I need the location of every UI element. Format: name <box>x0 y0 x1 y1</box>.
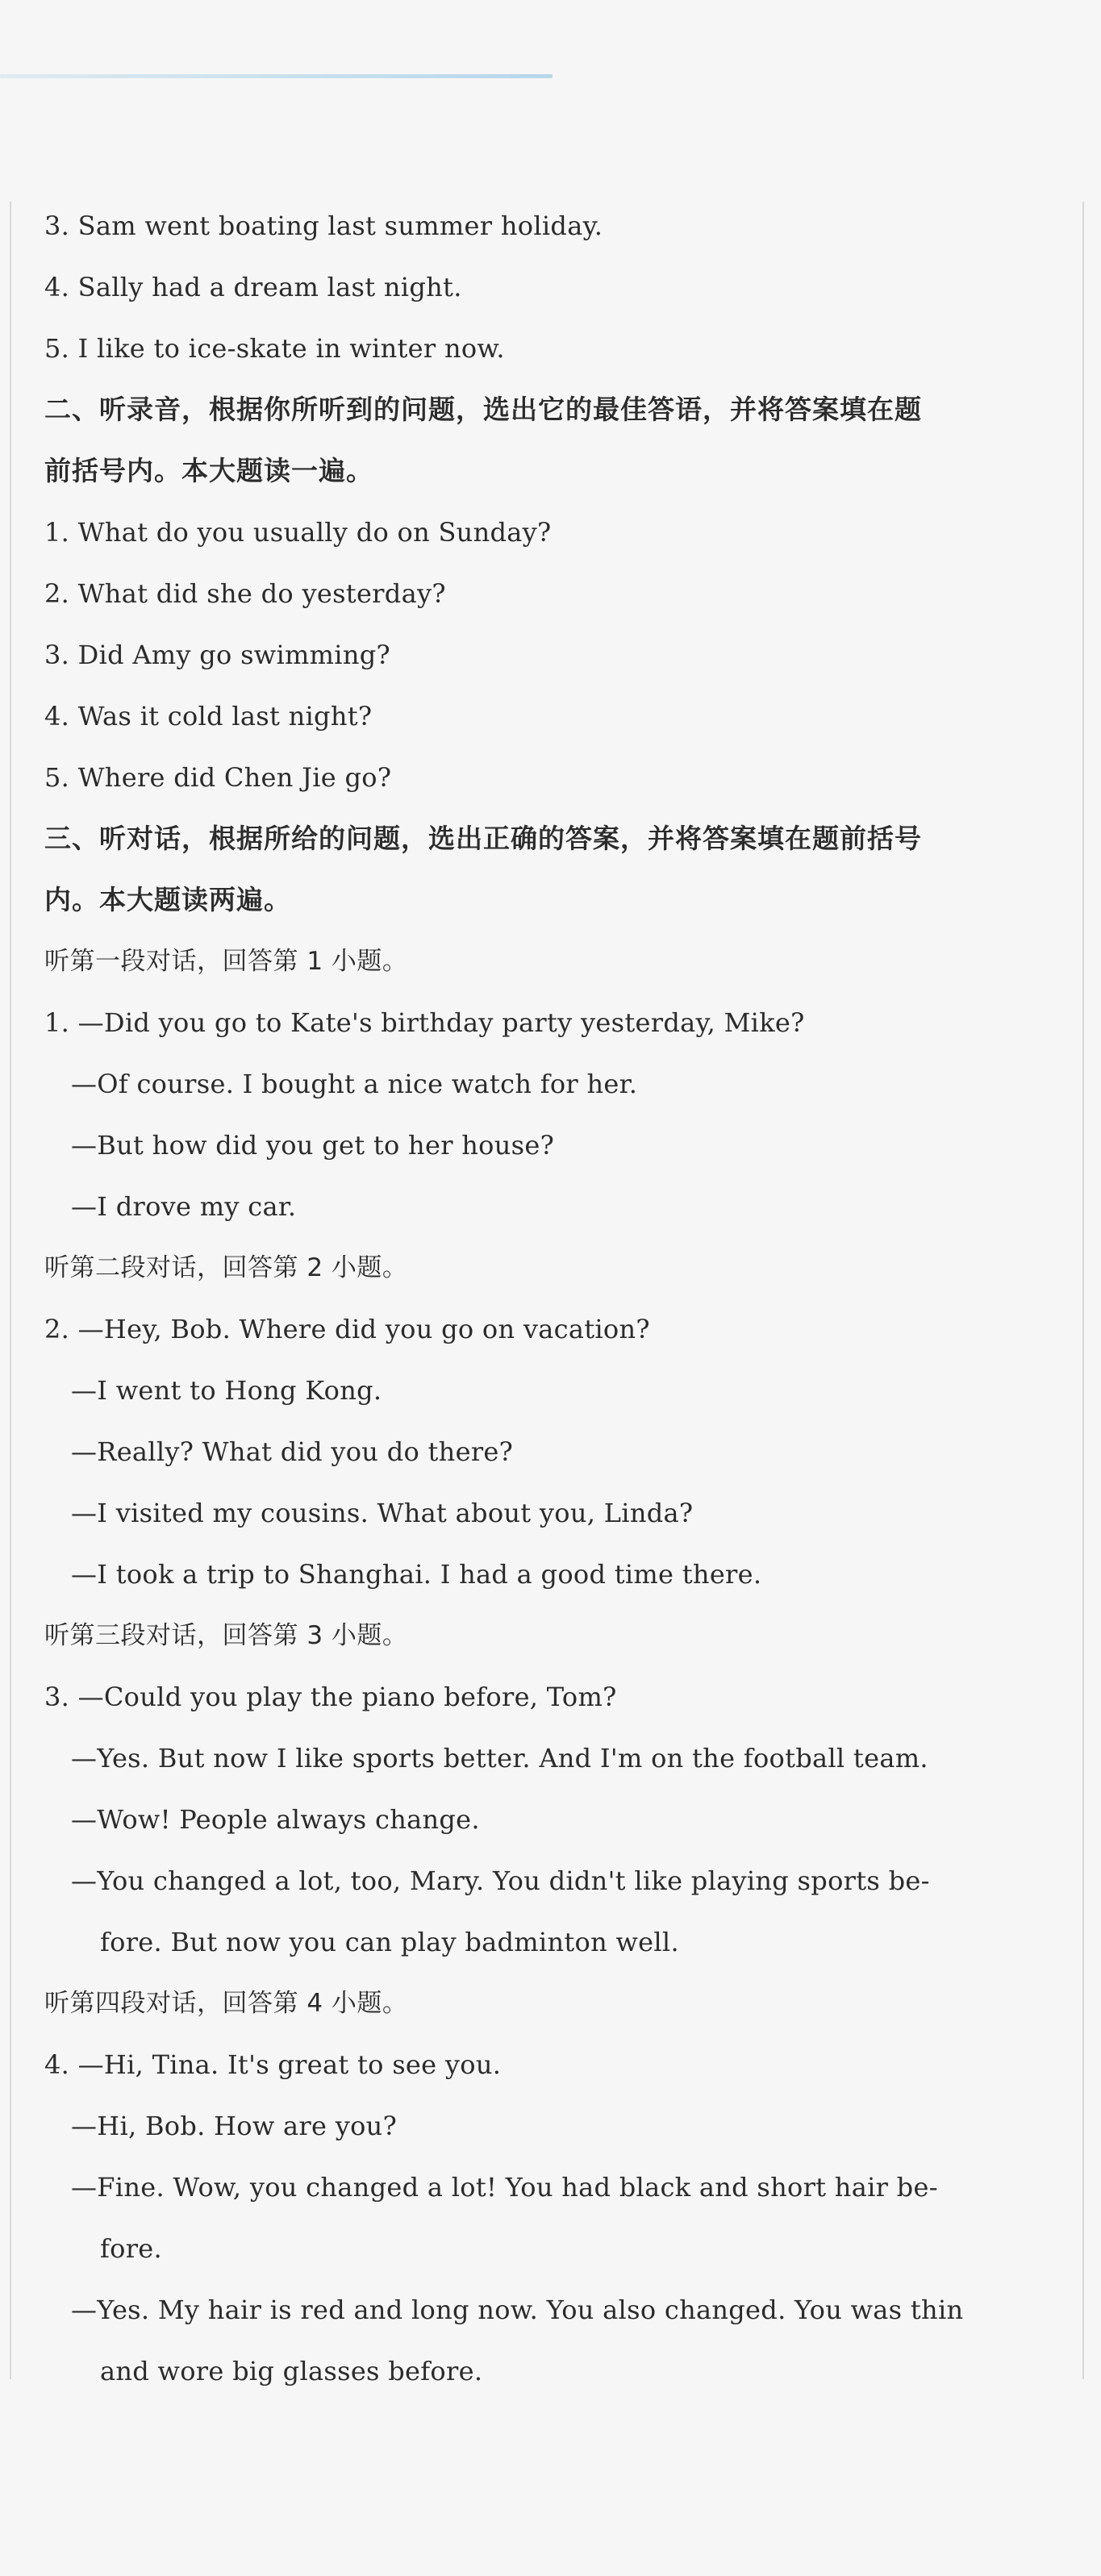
dialogue-line: 4. —Hi, Tina. It's great to see you. <box>44 2049 502 2080</box>
subsection-label: 听第二段对话，回答第 2 小题。 <box>44 1253 408 1282</box>
section-heading: 前括号内。本大题读一遍。 <box>44 455 373 486</box>
dialogue-line: —But how did you get to her house? <box>71 1130 555 1161</box>
dialogue-line: 2. —Hey, Bob. Where did you go on vacation? <box>44 1314 650 1344</box>
dialogue-line: 1. —Did you go to Kate's birthday party yesterday, Mike? <box>44 1007 805 1038</box>
dialogue-line: —Yes. But now I like sports better. And I'm on the football team. <box>71 1743 928 1774</box>
text-line: 3. Sam went boating last summer holiday. <box>44 210 603 241</box>
subsection-label: 听第一段对话，回答第 1 小题。 <box>44 947 408 976</box>
text-line: 5. Where did Chen Jie go? <box>44 762 392 793</box>
dialogue-line: —Fine. Wow, you changed a lot! You had black and short hair be- <box>71 2172 938 2203</box>
text-line: 3. Did Amy go swimming? <box>44 640 390 670</box>
text-line: 1. What do you usually do on Sunday? <box>44 517 552 548</box>
section-heading: 二、听录音，根据你所听到的问题，选出它的最佳答语，并将答案填在题 <box>44 394 922 425</box>
dialogue-line: 3. —Could you play the piano before, Tom? <box>44 1682 617 1712</box>
subsection-label: 听第四段对话，回答第 4 小题。 <box>44 1989 408 2018</box>
dialogue-line: —I visited my cousins. What about you, Linda? <box>71 1498 694 1528</box>
dialogue-line: —Hi, Bob. How are you? <box>71 2111 398 2141</box>
dialogue-line: —I drove my car. <box>71 1191 297 1222</box>
section-heading: 内。本大题读两遍。 <box>44 884 291 915</box>
dialogue-line: fore. But now you can play badminton well. <box>100 1927 679 1957</box>
right-margin-rule <box>1082 202 1084 2379</box>
left-margin-rule <box>10 202 11 2379</box>
dialogue-line: —Really? What did you do there? <box>71 1436 514 1467</box>
dialogue-line: and wore big glasses before. <box>100 2356 483 2386</box>
dialogue-line: —Wow! People always change. <box>71 1804 480 1835</box>
dialogue-line: fore. <box>100 2233 163 2264</box>
section-heading: 三、听对话，根据所给的问题，选出正确的答案，并将答案填在题前括号 <box>44 823 922 854</box>
text-line: 2. What did she do yesterday? <box>44 578 446 609</box>
dialogue-line: —Yes. My hair is red and long now. You also changed. You was thin <box>71 2295 964 2325</box>
subsection-label: 听第三段对话，回答第 3 小题。 <box>44 1621 408 1650</box>
top-decorative-rule <box>0 74 553 78</box>
dialogue-line: —You changed a lot, too, Mary. You didn't like playing sports be- <box>71 1865 930 1896</box>
dialogue-line: —I took a trip to Shanghai. I had a good time there. <box>71 1559 762 1590</box>
text-line: 4. Sally had a dream last night. <box>44 272 462 302</box>
text-line: 5. I like to ice-skate in winter now. <box>44 333 505 364</box>
text-line: 4. Was it cold last night? <box>44 701 373 732</box>
dialogue-line: —Of course. I bought a nice watch for her. <box>71 1069 638 1099</box>
dialogue-line: —I went to Hong Kong. <box>71 1375 382 1406</box>
